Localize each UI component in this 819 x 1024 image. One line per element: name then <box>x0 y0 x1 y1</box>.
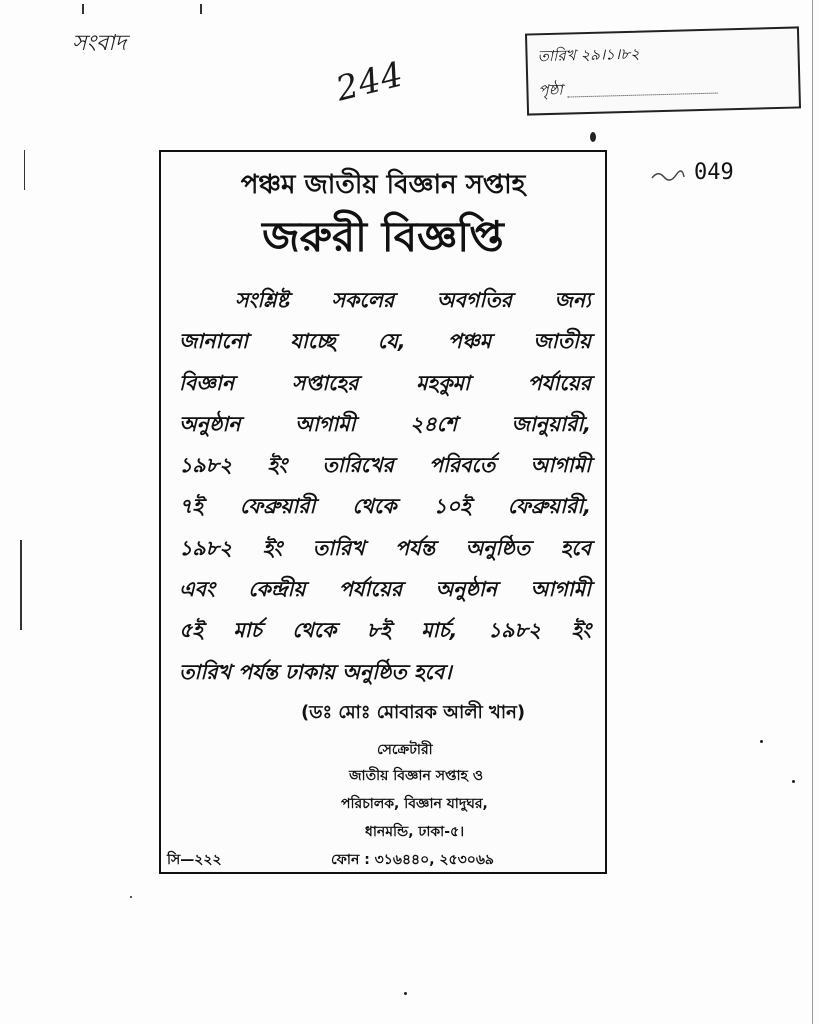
notice-body-line: ৫ই মার্চ থেকে ৮ই মার্চ, ১৯৮২ ইং <box>179 618 591 643</box>
scan-speck <box>792 780 795 783</box>
scan-edge-mark <box>812 0 813 1024</box>
handwritten-page-number: 244 <box>332 54 408 110</box>
scan-speck <box>404 992 407 995</box>
signatory-address: ধানমন্ডি, ঢাকা-৫। <box>365 824 465 840</box>
signatory-designation: পরিচালক, বিজ্ঞান যাদুঘর, <box>341 796 488 812</box>
scan-speck <box>760 740 763 743</box>
notice-body-line: জানানো যাচ্ছে যে, পঞ্চম জাতীয় <box>179 329 591 354</box>
stamp-date-row <box>537 43 640 71</box>
stamp-page-row <box>538 75 718 105</box>
notice-body-line: ৭ই ফেব্রুয়ারী থেকে ১০ই ফেব্রুয়ারী, <box>179 494 591 519</box>
notice-title: জরুরী বিজ্ঞপ্তি <box>262 212 504 261</box>
scan-edge-mark <box>200 4 202 14</box>
scan-edge-mark <box>82 4 84 14</box>
notice-body-line: ১৯৮২ ইং তারিখ পর্যন্ত অনুষ্ঠিত হবে <box>179 535 591 560</box>
stamp-date-value: ২৯।১।৮২ <box>580 44 640 65</box>
scan-edge-mark <box>20 540 22 630</box>
stamp-page-blank <box>567 80 717 97</box>
scan-speck <box>130 896 132 898</box>
date-stamp <box>525 26 801 115</box>
stamp-page-label: পৃষ্ঠা <box>538 80 564 100</box>
contact-phone: ফোন : ৩১৬৪৪০, ২৫৩০৬৯ <box>331 852 495 868</box>
signatory-designation: সেক্রেটারী <box>377 742 433 758</box>
notice-body-line: সংশ্লিষ্ট সকলের অবগতির জন্য <box>235 288 591 312</box>
scan-speck <box>590 132 596 142</box>
signatory-name: (ডঃ মোঃ মোবারক আলী খান) <box>301 702 526 723</box>
handwritten-label: সংবাদ <box>72 31 127 56</box>
newspaper-notice <box>159 150 607 874</box>
notice-heading: পঞ্চম জাতীয় বিজ্ঞান সপ্তাহ <box>240 170 526 200</box>
stamp-date-label: তারিখ <box>537 46 576 66</box>
notice-body-line: এবং কেন্দ্রীয় পর্যায়ের অনুষ্ঠান আগামী <box>179 577 591 602</box>
notice-body <box>179 280 591 693</box>
notice-body-line: ১৯৮২ ইং তারিখের পরিবর্তে আগামী <box>179 453 591 478</box>
notice-code: সি—২২২ <box>167 852 222 868</box>
reference-number: 049 <box>694 160 734 185</box>
notice-body-line: অনুষ্ঠান আগামী ২৪শে জানুয়ারী, <box>179 411 591 436</box>
scan-edge-mark <box>24 150 25 190</box>
signatory-designation: জাতীয় বিজ্ঞান সপ্তাহ ও <box>349 768 484 784</box>
notice-body-line: তারিখ পর্যন্ত ঢাকায় অনুষ্ঠিত হবে। <box>179 659 452 684</box>
scribble-mark <box>650 168 686 182</box>
notice-body-line: বিজ্ঞান সপ্তাহের মহকুমা পর্যায়ের <box>179 370 591 395</box>
